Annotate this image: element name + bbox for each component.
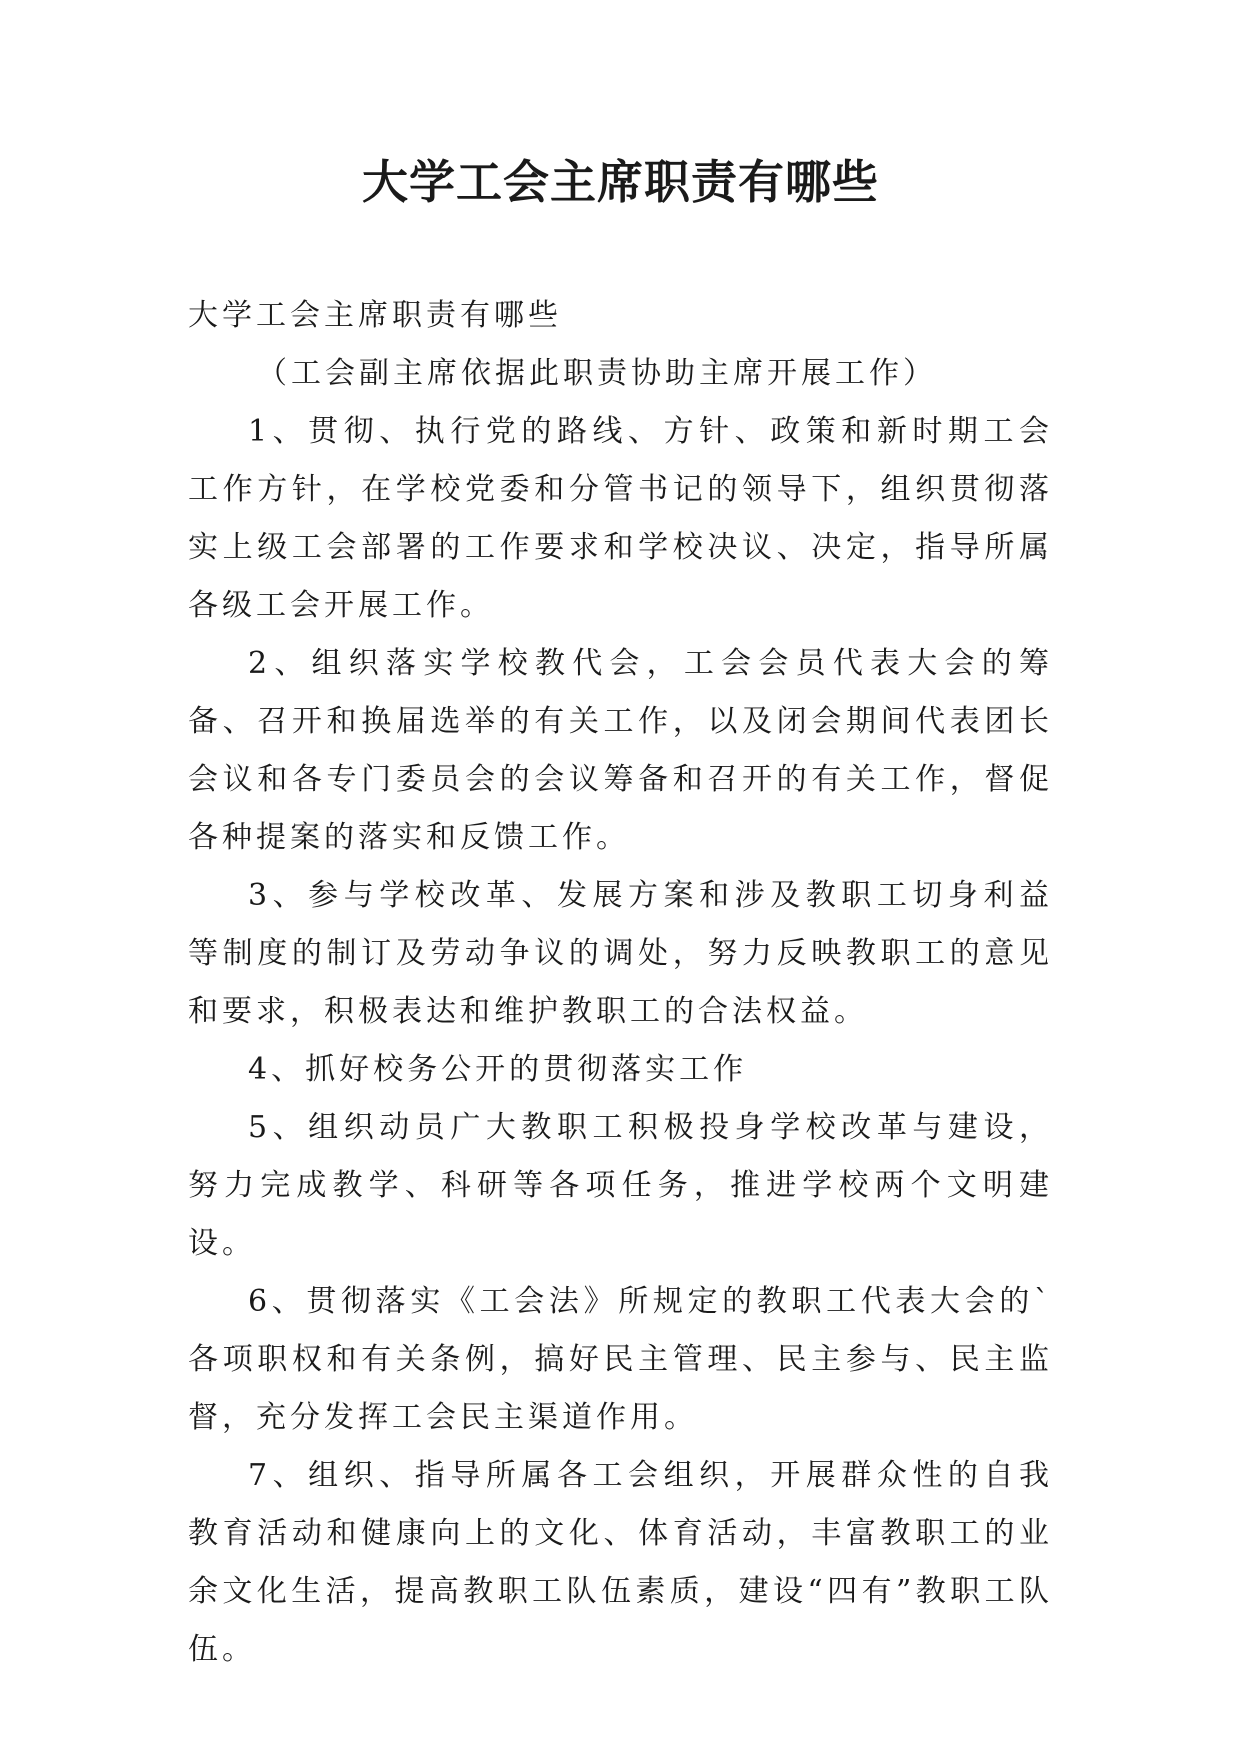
document-subtitle: 大学工会主席职责有哪些 <box>188 298 562 333</box>
document-body <box>188 287 1053 1679</box>
paragraph-7: 7、组织、指导所属各工会组织，开展群众性的自我教育活动和健康向上的文化、体育活动，丰富教职工的业余文化生活，提高教职工队伍素质，建设“四有”教职工队伍。 <box>188 1458 1053 1667</box>
paragraph-5: 5、组织动员广大教职工积极投身学校改革与建设，努力完成教学、科研等各项任务，推进学校两个文明建设。 <box>188 1110 1053 1261</box>
document-title: 大学工会主席职责有哪些 <box>362 155 879 209</box>
document-note: （工会副主席依据此职责协助主席开展工作） <box>257 356 937 391</box>
paragraph-1: 1、贯彻、执行党的路线、方针、政策和新时期工会工作方针，在学校党委和分管书记的领导下，组织贯彻落实上级工会部署的工作要求和学校决议、决定，指导所属各级工会开展工作。 <box>188 414 1053 623</box>
paragraph-6: 6、贯彻落实《工会法》所规定的教职工代表大会的`各项职权和有关条例，搞好民主管理、民主参与、民主监督，充分发挥工会民主渠道作用。 <box>188 1284 1053 1435</box>
paragraph-3: 3、参与学校改革、发展方案和涉及教职工切身利益等制度的制订及劳动争议的调处，努力反映教职工的意见和要求，积极表达和维护教职工的合法权益。 <box>188 878 1053 1029</box>
paragraph-4: 4、抓好校务公开的贯彻落实工作 <box>248 1052 748 1087</box>
paragraph-2: 2、组织落实学校教代会，工会会员代表大会的筹备、召开和换届选举的有关工作，以及闭会期间代表团长会议和各专门委员会的会议筹备和召开的有关工作，督促各种提案的落实和反馈工作。 <box>188 646 1053 855</box>
